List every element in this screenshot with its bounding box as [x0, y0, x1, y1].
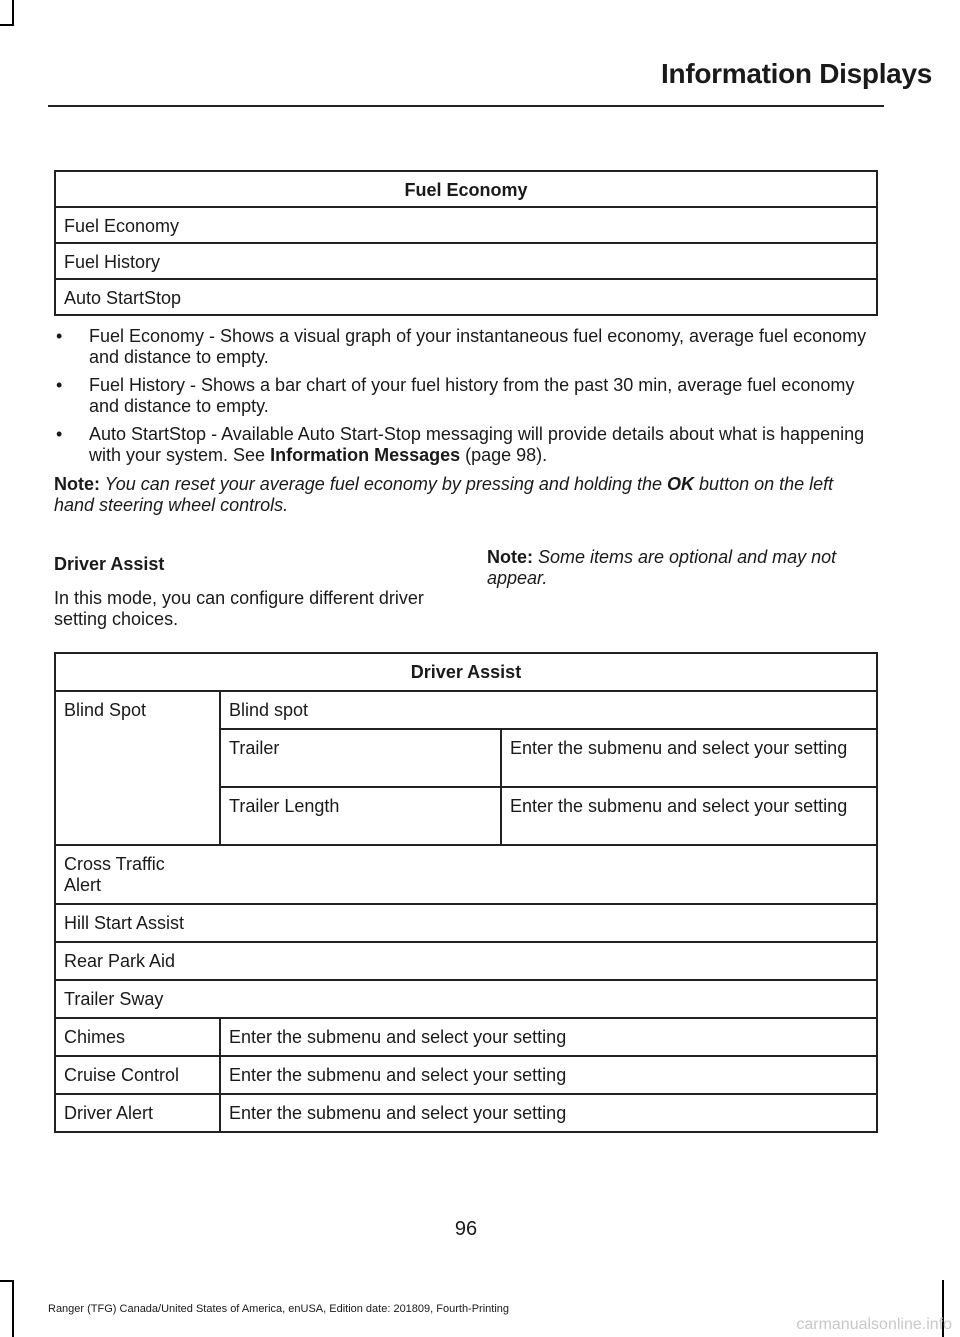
table-row: Rear Park Aid: [55, 942, 877, 980]
fuel-economy-table: [54, 170, 878, 316]
fuel-mode-list: [54, 326, 878, 466]
list-item: [54, 375, 878, 417]
section-heading: Driver Assist: [54, 554, 165, 574]
page-reference: (page 98).: [460, 445, 548, 465]
watermark: carmanualsonline.info: [796, 1316, 952, 1333]
table-cell-trailer-setting: Enter the submenu and select your setting: [501, 729, 877, 787]
table-row: Auto StartStop: [55, 279, 877, 315]
crop-mark-bottom-left: [12, 1280, 14, 1337]
header-divider: [48, 105, 884, 107]
note-text: Some items are optional and may not appear.: [487, 547, 837, 588]
crop-mark-bottom-left-h: [0, 1280, 14, 1282]
list-item-text: Auto StartStop - Available Auto Start-Stop messaging will provide details about what is happening with your system. See: [89, 424, 865, 465]
section-body: In this mode, you can configure different driver setting choices.: [54, 588, 424, 629]
table-cell-trailer-length-setting: Enter the submenu and select your setting: [501, 787, 877, 845]
note-text: button on the left hand steering wheel controls.: [54, 474, 834, 515]
table-cell-label: Cruise Control: [55, 1056, 220, 1094]
note-reset-fuel-economy: [54, 474, 878, 516]
table-row: [55, 845, 877, 904]
note-text: You can reset your average fuel economy by pressing and holding the: [100, 474, 668, 494]
driver-assist-table: [54, 652, 878, 1133]
table-cell-label: Driver Alert: [55, 1094, 220, 1132]
page-number: 96: [454, 1218, 478, 1240]
left-column: [54, 533, 444, 630]
fuel-economy-table-heading: Fuel Economy: [55, 171, 877, 207]
table-row: Hill Start Assist: [55, 904, 877, 942]
note-label: Note:: [487, 547, 533, 567]
table-row: Fuel Economy: [55, 207, 877, 243]
table-row: Trailer Sway: [55, 980, 877, 1018]
table-cell-trailer-length: Trailer Length: [220, 787, 501, 845]
information-messages-link[interactable]: Information Messages: [270, 445, 461, 465]
page-title: Information Displays: [661, 58, 932, 89]
page-content: [54, 170, 878, 1133]
table-cell-blind-spot: Blind Spot: [55, 691, 220, 845]
table-cell-value: Enter the submenu and select your setting: [220, 1018, 877, 1056]
bullet-icon: •: [56, 375, 63, 395]
table-cell-trailer: Trailer: [220, 729, 501, 787]
footer-edition-info: Ranger (TFG) Canada/United States of America, enUSA, Edition date: 201809, Fourth-Printing: [48, 1303, 510, 1315]
note-optional-items: [487, 547, 877, 589]
driver-assist-intro: [54, 533, 878, 630]
table-row: Fuel History: [55, 243, 877, 279]
note-label: Note:: [54, 474, 100, 494]
bullet-icon: •: [56, 326, 63, 346]
table-cell-value: Enter the submenu and select your setting: [220, 1056, 877, 1094]
list-item-text: Fuel Economy - Shows a visual graph of your instantaneous fuel economy, average fuel economy and distance to empty.: [89, 326, 867, 367]
table-cell-cross-traffic-alert: Cross Traffic Alert: [64, 854, 165, 895]
crop-mark-top-left-h: [0, 24, 14, 26]
driver-assist-table-heading: Driver Assist: [55, 653, 877, 691]
list-item: [54, 424, 878, 466]
table-cell-blind-spot-sub: Blind spot: [220, 691, 877, 729]
ok-button-reference: OK: [667, 474, 695, 494]
bullet-icon: •: [56, 424, 63, 444]
table-cell-value: Enter the submenu and select your setting: [220, 1094, 877, 1132]
list-item: [54, 326, 878, 368]
table-cell-label: Chimes: [55, 1018, 220, 1056]
right-column: [487, 533, 877, 630]
crop-mark-top-left: [12, 0, 14, 26]
list-item-text: Fuel History - Shows a bar chart of your fuel history from the past 30 min, average fuel economy and distance to empty.: [89, 375, 855, 416]
